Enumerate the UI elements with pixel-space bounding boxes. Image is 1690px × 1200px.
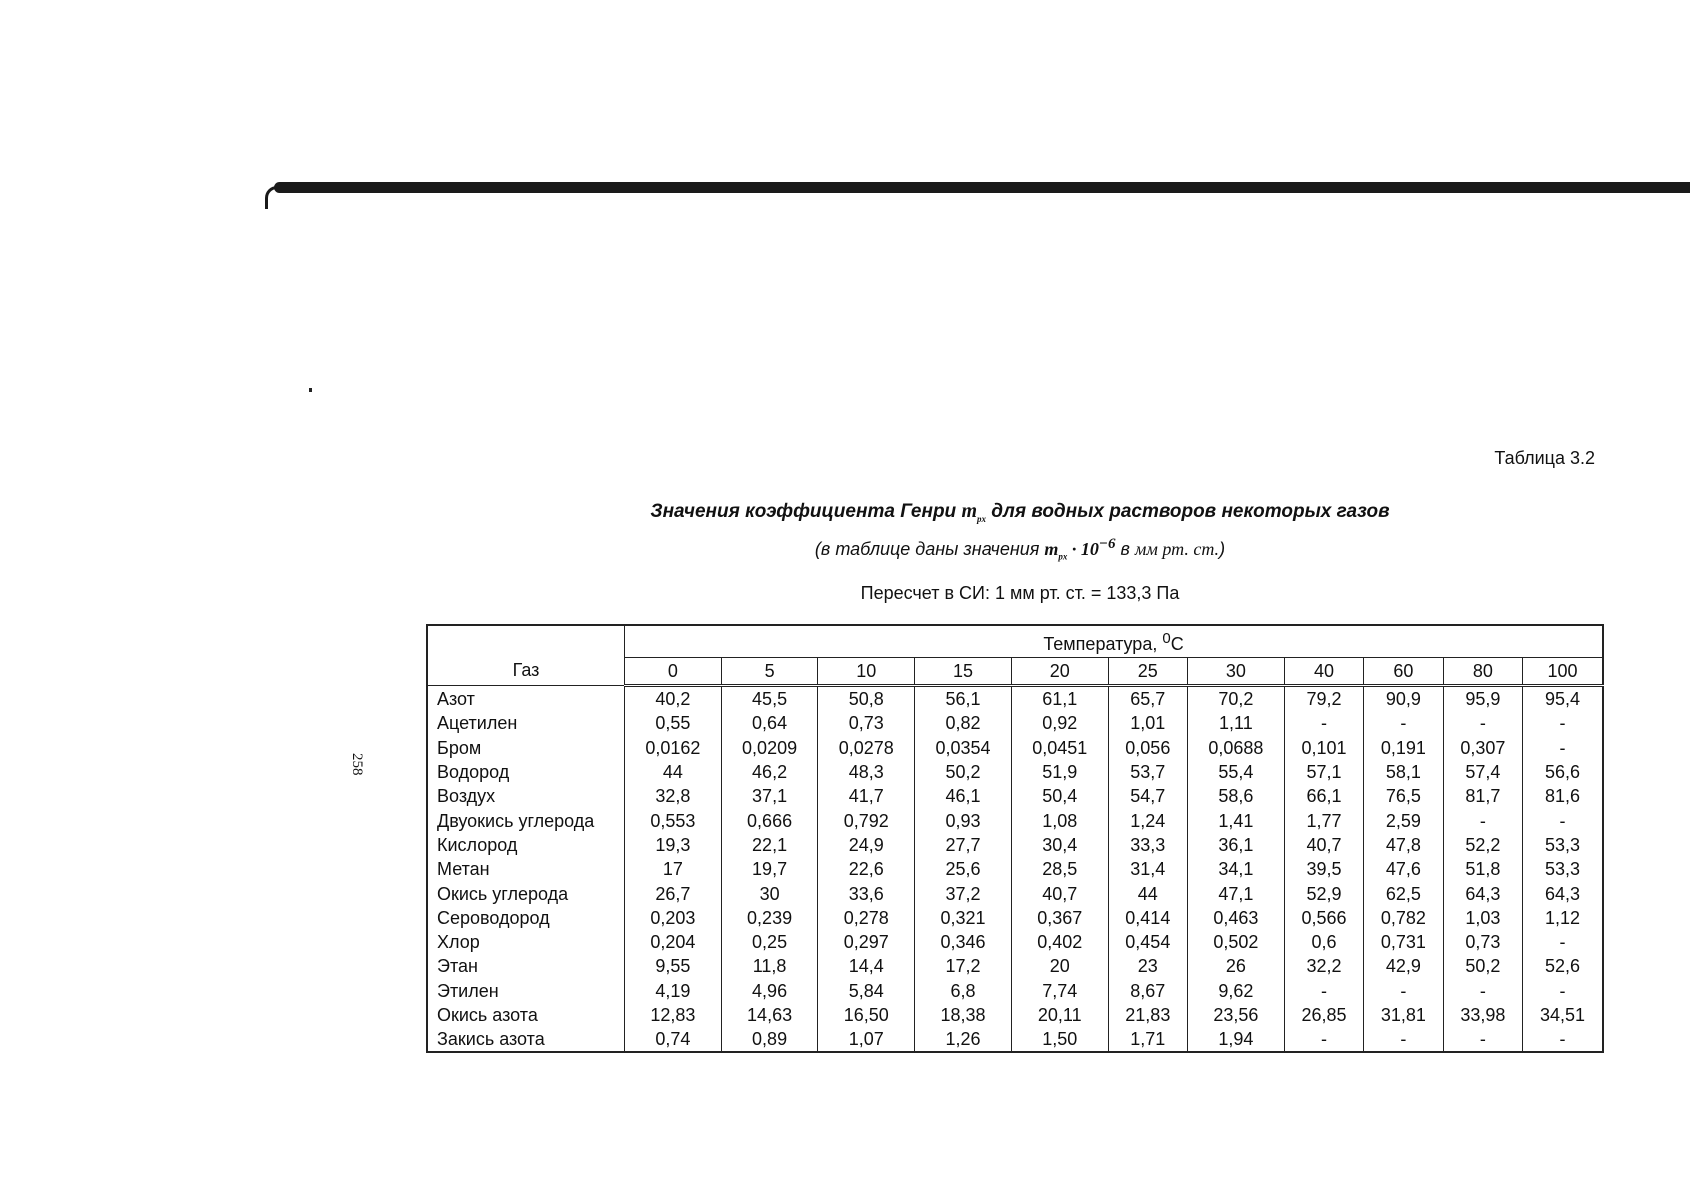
coefficient-value-cell: 0,82 bbox=[915, 711, 1012, 735]
temperature-column-header: 100 bbox=[1523, 658, 1603, 686]
subtitle-exponent: −6 bbox=[1098, 536, 1116, 552]
coefficient-value-cell: 32,8 bbox=[625, 784, 722, 808]
table-row bbox=[427, 881, 1603, 905]
title-variable-letter: m bbox=[961, 500, 978, 522]
coefficient-value-cell: 95,9 bbox=[1443, 686, 1522, 712]
coefficient-value-cell: 6,8 bbox=[915, 979, 1012, 1003]
coefficient-value-cell: - bbox=[1523, 979, 1603, 1003]
coefficient-value-cell: 19,7 bbox=[721, 857, 818, 881]
coefficient-value-cell: 0,101 bbox=[1284, 736, 1363, 760]
coefficient-value-cell: 58,1 bbox=[1364, 760, 1443, 784]
coefficient-value-cell: 17 bbox=[625, 857, 722, 881]
coefficient-value-cell: 0,0162 bbox=[625, 736, 722, 760]
coefficient-value-cell: 24,9 bbox=[818, 833, 915, 857]
temperature-column-header: 40 bbox=[1284, 658, 1363, 686]
coefficient-value-cell: 0,0451 bbox=[1011, 736, 1108, 760]
coefficient-value-cell: 0,191 bbox=[1364, 736, 1443, 760]
coefficient-value-cell: 0,64 bbox=[721, 711, 818, 735]
table-row bbox=[427, 711, 1603, 735]
title-prefix: Значения коэффициента Генри bbox=[650, 501, 962, 522]
coefficient-value-cell: 1,08 bbox=[1011, 808, 1108, 832]
coefficient-value-cell: 0,056 bbox=[1108, 736, 1187, 760]
gas-name-cell: Двуокись углерода bbox=[427, 808, 625, 832]
coefficient-value-cell: 0,0278 bbox=[818, 736, 915, 760]
subtitle-variable-subscript: px bbox=[1058, 551, 1068, 562]
coefficient-value-cell: 57,4 bbox=[1443, 760, 1522, 784]
coefficient-value-cell: - bbox=[1443, 979, 1522, 1003]
coefficient-value-cell: 76,5 bbox=[1364, 784, 1443, 808]
coefficient-value-cell: 56,6 bbox=[1523, 760, 1603, 784]
temperature-column-header: 60 bbox=[1364, 658, 1443, 686]
table-row bbox=[427, 954, 1603, 978]
table-row bbox=[427, 833, 1603, 857]
coefficient-value-cell: - bbox=[1284, 711, 1363, 735]
coefficient-value-cell: 0,203 bbox=[625, 906, 722, 930]
coefficient-value-cell: 0,6 bbox=[1284, 930, 1363, 954]
coefficient-value-cell: - bbox=[1284, 1027, 1363, 1052]
subtitle-variable-letter: m bbox=[1044, 539, 1059, 559]
coefficient-value-cell: 53,3 bbox=[1523, 857, 1603, 881]
coefficient-value-cell: 66,1 bbox=[1284, 784, 1363, 808]
coefficient-value-cell: 50,4 bbox=[1011, 784, 1108, 808]
coefficient-value-cell: 26,85 bbox=[1284, 1003, 1363, 1027]
coefficient-value-cell: 34,1 bbox=[1188, 857, 1285, 881]
coefficient-value-cell: 64,3 bbox=[1523, 881, 1603, 905]
table-row bbox=[427, 760, 1603, 784]
gas-name-cell: Ацетилен bbox=[427, 711, 625, 735]
temperature-header-degree: 0 bbox=[1162, 630, 1171, 647]
gas-name-cell: Окись азота bbox=[427, 1003, 625, 1027]
table-row bbox=[427, 906, 1603, 930]
coefficient-value-cell: 0,307 bbox=[1443, 736, 1522, 760]
coefficient-value-cell: 44 bbox=[1108, 881, 1187, 905]
coefficient-value-cell: 22,6 bbox=[818, 857, 915, 881]
coefficient-value-cell: 0,93 bbox=[915, 808, 1012, 832]
coefficient-value-cell: 0,73 bbox=[818, 711, 915, 735]
coefficient-value-cell: 64,3 bbox=[1443, 881, 1522, 905]
coefficient-value-cell: 0,502 bbox=[1188, 930, 1285, 954]
coefficient-value-cell: 0,0354 bbox=[915, 736, 1012, 760]
coefficient-value-cell: 0,73 bbox=[1443, 930, 1522, 954]
table-row bbox=[427, 686, 1603, 712]
coefficient-value-cell: 0,278 bbox=[818, 906, 915, 930]
temperature-header-unit: C bbox=[1170, 634, 1184, 654]
coefficient-value-cell: 81,6 bbox=[1523, 784, 1603, 808]
coefficient-value-cell: 31,4 bbox=[1108, 857, 1187, 881]
coefficient-value-cell: 1,26 bbox=[915, 1027, 1012, 1052]
coefficient-value-cell: 30 bbox=[721, 881, 818, 905]
coefficient-value-cell: 23 bbox=[1108, 954, 1187, 978]
coefficient-value-cell: - bbox=[1523, 808, 1603, 832]
coefficient-value-cell: 55,4 bbox=[1188, 760, 1285, 784]
coefficient-value-cell: 0,666 bbox=[721, 808, 818, 832]
coefficient-value-cell: 7,74 bbox=[1011, 979, 1108, 1003]
coefficient-value-cell: 0,553 bbox=[625, 808, 722, 832]
coefficient-value-cell: 70,2 bbox=[1188, 686, 1285, 712]
gas-name-cell: Этан bbox=[427, 954, 625, 978]
coefficient-value-cell: 33,98 bbox=[1443, 1003, 1522, 1027]
coefficient-value-cell: 1,07 bbox=[818, 1027, 915, 1052]
coefficient-value-cell: 22,1 bbox=[721, 833, 818, 857]
coefficient-value-cell: 0,463 bbox=[1188, 906, 1285, 930]
henry-coefficient-table bbox=[426, 624, 1604, 1053]
coefficient-value-cell: 51,9 bbox=[1011, 760, 1108, 784]
table-row bbox=[427, 930, 1603, 954]
coefficient-value-cell: - bbox=[1364, 711, 1443, 735]
coefficient-value-cell: 0,414 bbox=[1108, 906, 1187, 930]
temperature-column-header: 5 bbox=[721, 658, 818, 686]
coefficient-value-cell: 19,3 bbox=[625, 833, 722, 857]
coefficient-value-cell: 1,24 bbox=[1108, 808, 1187, 832]
coefficient-value-cell: 11,8 bbox=[721, 954, 818, 978]
coefficient-value-cell: - bbox=[1523, 711, 1603, 735]
coefficient-value-cell: 57,1 bbox=[1284, 760, 1363, 784]
coefficient-value-cell: 20,11 bbox=[1011, 1003, 1108, 1027]
coefficient-value-cell: 5,84 bbox=[818, 979, 915, 1003]
gas-name-cell: Закись азота bbox=[427, 1027, 625, 1052]
gas-name-cell: Кислород bbox=[427, 833, 625, 857]
coefficient-value-cell: 53,3 bbox=[1523, 833, 1603, 857]
coefficient-value-cell: 0,74 bbox=[625, 1027, 722, 1052]
coefficient-value-cell: 2,59 bbox=[1364, 808, 1443, 832]
subtitle-unit: мм рт. ст. bbox=[1134, 539, 1220, 559]
coefficient-value-cell: 79,2 bbox=[1284, 686, 1363, 712]
coefficient-value-cell: 0,454 bbox=[1108, 930, 1187, 954]
coefficient-value-cell: 53,7 bbox=[1108, 760, 1187, 784]
coefficient-value-cell: 56,1 bbox=[915, 686, 1012, 712]
gas-name-cell: Метан bbox=[427, 857, 625, 881]
coefficient-value-cell: 30,4 bbox=[1011, 833, 1108, 857]
coefficient-value-cell: 34,51 bbox=[1523, 1003, 1603, 1027]
scan-speck bbox=[309, 388, 312, 392]
coefficient-value-cell: 0,346 bbox=[915, 930, 1012, 954]
coefficient-value-cell: 1,12 bbox=[1523, 906, 1603, 930]
coefficient-value-cell: 81,7 bbox=[1443, 784, 1522, 808]
temperature-header-label: Температура, bbox=[1043, 634, 1163, 654]
coefficient-value-cell: - bbox=[1523, 736, 1603, 760]
coefficient-value-cell: 25,6 bbox=[915, 857, 1012, 881]
coefficient-value-cell: 28,5 bbox=[1011, 857, 1108, 881]
gas-name-cell: Азот bbox=[427, 686, 625, 712]
coefficient-value-cell: - bbox=[1523, 930, 1603, 954]
coefficient-value-cell: 40,7 bbox=[1011, 881, 1108, 905]
coefficient-value-cell: - bbox=[1364, 979, 1443, 1003]
coefficient-value-cell: 52,6 bbox=[1523, 954, 1603, 978]
table-row bbox=[427, 1003, 1603, 1027]
coefficient-value-cell: 0,0209 bbox=[721, 736, 818, 760]
temperature-column-header: 15 bbox=[915, 658, 1012, 686]
coefficient-value-cell: 1,50 bbox=[1011, 1027, 1108, 1052]
coefficient-value-cell: 36,1 bbox=[1188, 833, 1285, 857]
coefficient-value-cell: 45,5 bbox=[721, 686, 818, 712]
scan-edge-shadow bbox=[274, 182, 1690, 193]
coefficient-value-cell: 1,03 bbox=[1443, 906, 1522, 930]
coefficient-value-cell: 46,2 bbox=[721, 760, 818, 784]
coefficient-value-cell: 33,6 bbox=[818, 881, 915, 905]
coefficient-value-cell: 61,1 bbox=[1011, 686, 1108, 712]
table-row bbox=[427, 808, 1603, 832]
table-row bbox=[427, 857, 1603, 881]
coefficient-value-cell: 32,2 bbox=[1284, 954, 1363, 978]
table-row bbox=[427, 1027, 1603, 1052]
coefficient-value-cell: 47,8 bbox=[1364, 833, 1443, 857]
coefficient-value-cell: 0,297 bbox=[818, 930, 915, 954]
gas-column-header: Газ bbox=[427, 625, 625, 686]
temperature-column-header: 25 bbox=[1108, 658, 1187, 686]
coefficient-value-cell: 33,3 bbox=[1108, 833, 1187, 857]
coefficient-value-cell: 14,63 bbox=[721, 1003, 818, 1027]
coefficient-value-cell: - bbox=[1284, 979, 1363, 1003]
coefficient-value-cell: 0,204 bbox=[625, 930, 722, 954]
coefficient-value-cell: 62,5 bbox=[1364, 881, 1443, 905]
table-row bbox=[427, 736, 1603, 760]
temperature-header bbox=[625, 625, 1604, 658]
coefficient-value-cell: 52,2 bbox=[1443, 833, 1522, 857]
coefficient-value-cell: 65,7 bbox=[1108, 686, 1187, 712]
coefficient-value-cell: 20 bbox=[1011, 954, 1108, 978]
coefficient-value-cell: 37,2 bbox=[915, 881, 1012, 905]
table-row bbox=[427, 784, 1603, 808]
coefficient-value-cell: 95,4 bbox=[1523, 686, 1603, 712]
coefficient-value-cell: 26,7 bbox=[625, 881, 722, 905]
coefficient-value-cell: 0,89 bbox=[721, 1027, 818, 1052]
table-body bbox=[427, 686, 1603, 1053]
subtitle-prefix: (в таблице даны значения bbox=[814, 539, 1045, 559]
coefficient-value-cell: 0,239 bbox=[721, 906, 818, 930]
coefficient-value-cell: 0,92 bbox=[1011, 711, 1108, 735]
coefficient-value-cell: 0,792 bbox=[818, 808, 915, 832]
coefficient-value-cell: 90,9 bbox=[1364, 686, 1443, 712]
coefficient-value-cell: 37,1 bbox=[721, 784, 818, 808]
coefficient-value-cell: 4,19 bbox=[625, 979, 722, 1003]
coefficient-value-cell: 0,367 bbox=[1011, 906, 1108, 930]
coefficient-value-cell: - bbox=[1443, 1027, 1522, 1052]
gas-name-cell: Бром bbox=[427, 736, 625, 760]
coefficient-value-cell: 0,321 bbox=[915, 906, 1012, 930]
coefficient-value-cell: 41,7 bbox=[818, 784, 915, 808]
coefficient-value-cell: 1,94 bbox=[1188, 1027, 1285, 1052]
coefficient-value-cell: 21,83 bbox=[1108, 1003, 1187, 1027]
title-variable bbox=[961, 500, 986, 522]
coefficient-value-cell: - bbox=[1443, 808, 1522, 832]
coefficient-value-cell: 1,41 bbox=[1188, 808, 1285, 832]
table-title bbox=[560, 500, 1480, 524]
coefficient-value-cell: 16,50 bbox=[818, 1003, 915, 1027]
coefficient-value-cell: 47,6 bbox=[1364, 857, 1443, 881]
coefficient-value-cell: 17,2 bbox=[915, 954, 1012, 978]
coefficient-value-cell: 51,8 bbox=[1443, 857, 1522, 881]
temperature-column-header: 30 bbox=[1188, 658, 1285, 686]
table-label: Таблица 3.2 bbox=[1494, 448, 1595, 468]
coefficient-value-cell: 54,7 bbox=[1108, 784, 1187, 808]
coefficient-value-cell: 0,782 bbox=[1364, 906, 1443, 930]
si-conversion-note: Пересчет в СИ: 1 мм рт. ст. = 133,3 Па bbox=[860, 583, 1180, 603]
coefficient-value-cell: 9,62 bbox=[1188, 979, 1285, 1003]
coefficient-value-cell: 0,0688 bbox=[1188, 736, 1285, 760]
subtitle-variable bbox=[1044, 536, 1116, 562]
coefficient-value-cell: 14,4 bbox=[818, 954, 915, 978]
coefficient-value-cell: - bbox=[1364, 1027, 1443, 1052]
coefficient-value-cell: 0,25 bbox=[721, 930, 818, 954]
coefficient-value-cell: - bbox=[1443, 711, 1522, 735]
coefficient-value-cell: 8,67 bbox=[1108, 979, 1187, 1003]
gas-name-cell: Водород bbox=[427, 760, 625, 784]
coefficient-value-cell: 48,3 bbox=[818, 760, 915, 784]
coefficient-value-cell: 31,81 bbox=[1364, 1003, 1443, 1027]
coefficient-value-cell: 1,77 bbox=[1284, 808, 1363, 832]
temperature-column-header: 10 bbox=[818, 658, 915, 686]
temperature-column-header: 80 bbox=[1443, 658, 1522, 686]
coefficient-value-cell: 1,01 bbox=[1108, 711, 1187, 735]
gas-name-cell: Хлор bbox=[427, 930, 625, 954]
table-subtitle bbox=[560, 536, 1480, 562]
coefficient-value-cell: 39,5 bbox=[1284, 857, 1363, 881]
coefficient-value-cell: 1,71 bbox=[1108, 1027, 1187, 1052]
subtitle-multiplier: · 10 bbox=[1067, 539, 1099, 559]
coefficient-value-cell: 26 bbox=[1188, 954, 1285, 978]
coefficient-value-cell: 0,731 bbox=[1364, 930, 1443, 954]
coefficient-value-cell: 52,9 bbox=[1284, 881, 1363, 905]
title-variable-subscript: px bbox=[977, 514, 987, 524]
coefficient-value-cell: 9,55 bbox=[625, 954, 722, 978]
gas-name-cell: Окись углерода bbox=[427, 881, 625, 905]
coefficient-value-cell: 12,83 bbox=[625, 1003, 722, 1027]
coefficient-value-cell: 50,2 bbox=[915, 760, 1012, 784]
coefficient-value-cell: 40,2 bbox=[625, 686, 722, 712]
gas-name-cell: Воздух bbox=[427, 784, 625, 808]
table-row bbox=[427, 979, 1603, 1003]
coefficient-value-cell: 0,55 bbox=[625, 711, 722, 735]
title-suffix: для водных растворов некоторых газов bbox=[986, 501, 1390, 522]
temperature-column-header: 0 bbox=[625, 658, 722, 686]
subtitle-suffix: ) bbox=[1219, 539, 1226, 559]
coefficient-value-cell: 47,1 bbox=[1188, 881, 1285, 905]
coefficient-value-cell: 27,7 bbox=[915, 833, 1012, 857]
temperature-column-header: 20 bbox=[1011, 658, 1108, 686]
coefficient-value-cell: 46,1 bbox=[915, 784, 1012, 808]
coefficient-value-cell: - bbox=[1523, 1027, 1603, 1052]
coefficient-value-cell: 18,38 bbox=[915, 1003, 1012, 1027]
coefficient-value-cell: 4,96 bbox=[721, 979, 818, 1003]
page-number: 258 bbox=[349, 753, 365, 776]
coefficient-value-cell: 0,566 bbox=[1284, 906, 1363, 930]
coefficient-value-cell: 40,7 bbox=[1284, 833, 1363, 857]
gas-name-cell: Сероводород bbox=[427, 906, 625, 930]
coefficient-value-cell: 1,11 bbox=[1188, 711, 1285, 735]
coefficient-value-cell: 42,9 bbox=[1364, 954, 1443, 978]
subtitle-mid: в bbox=[1115, 539, 1135, 559]
coefficient-value-cell: 50,2 bbox=[1443, 954, 1522, 978]
gas-name-cell: Этилен bbox=[427, 979, 625, 1003]
coefficient-value-cell: 0,402 bbox=[1011, 930, 1108, 954]
coefficient-value-cell: 50,8 bbox=[818, 686, 915, 712]
coefficient-value-cell: 44 bbox=[625, 760, 722, 784]
coefficient-value-cell: 58,6 bbox=[1188, 784, 1285, 808]
coefficient-value-cell: 23,56 bbox=[1188, 1003, 1285, 1027]
